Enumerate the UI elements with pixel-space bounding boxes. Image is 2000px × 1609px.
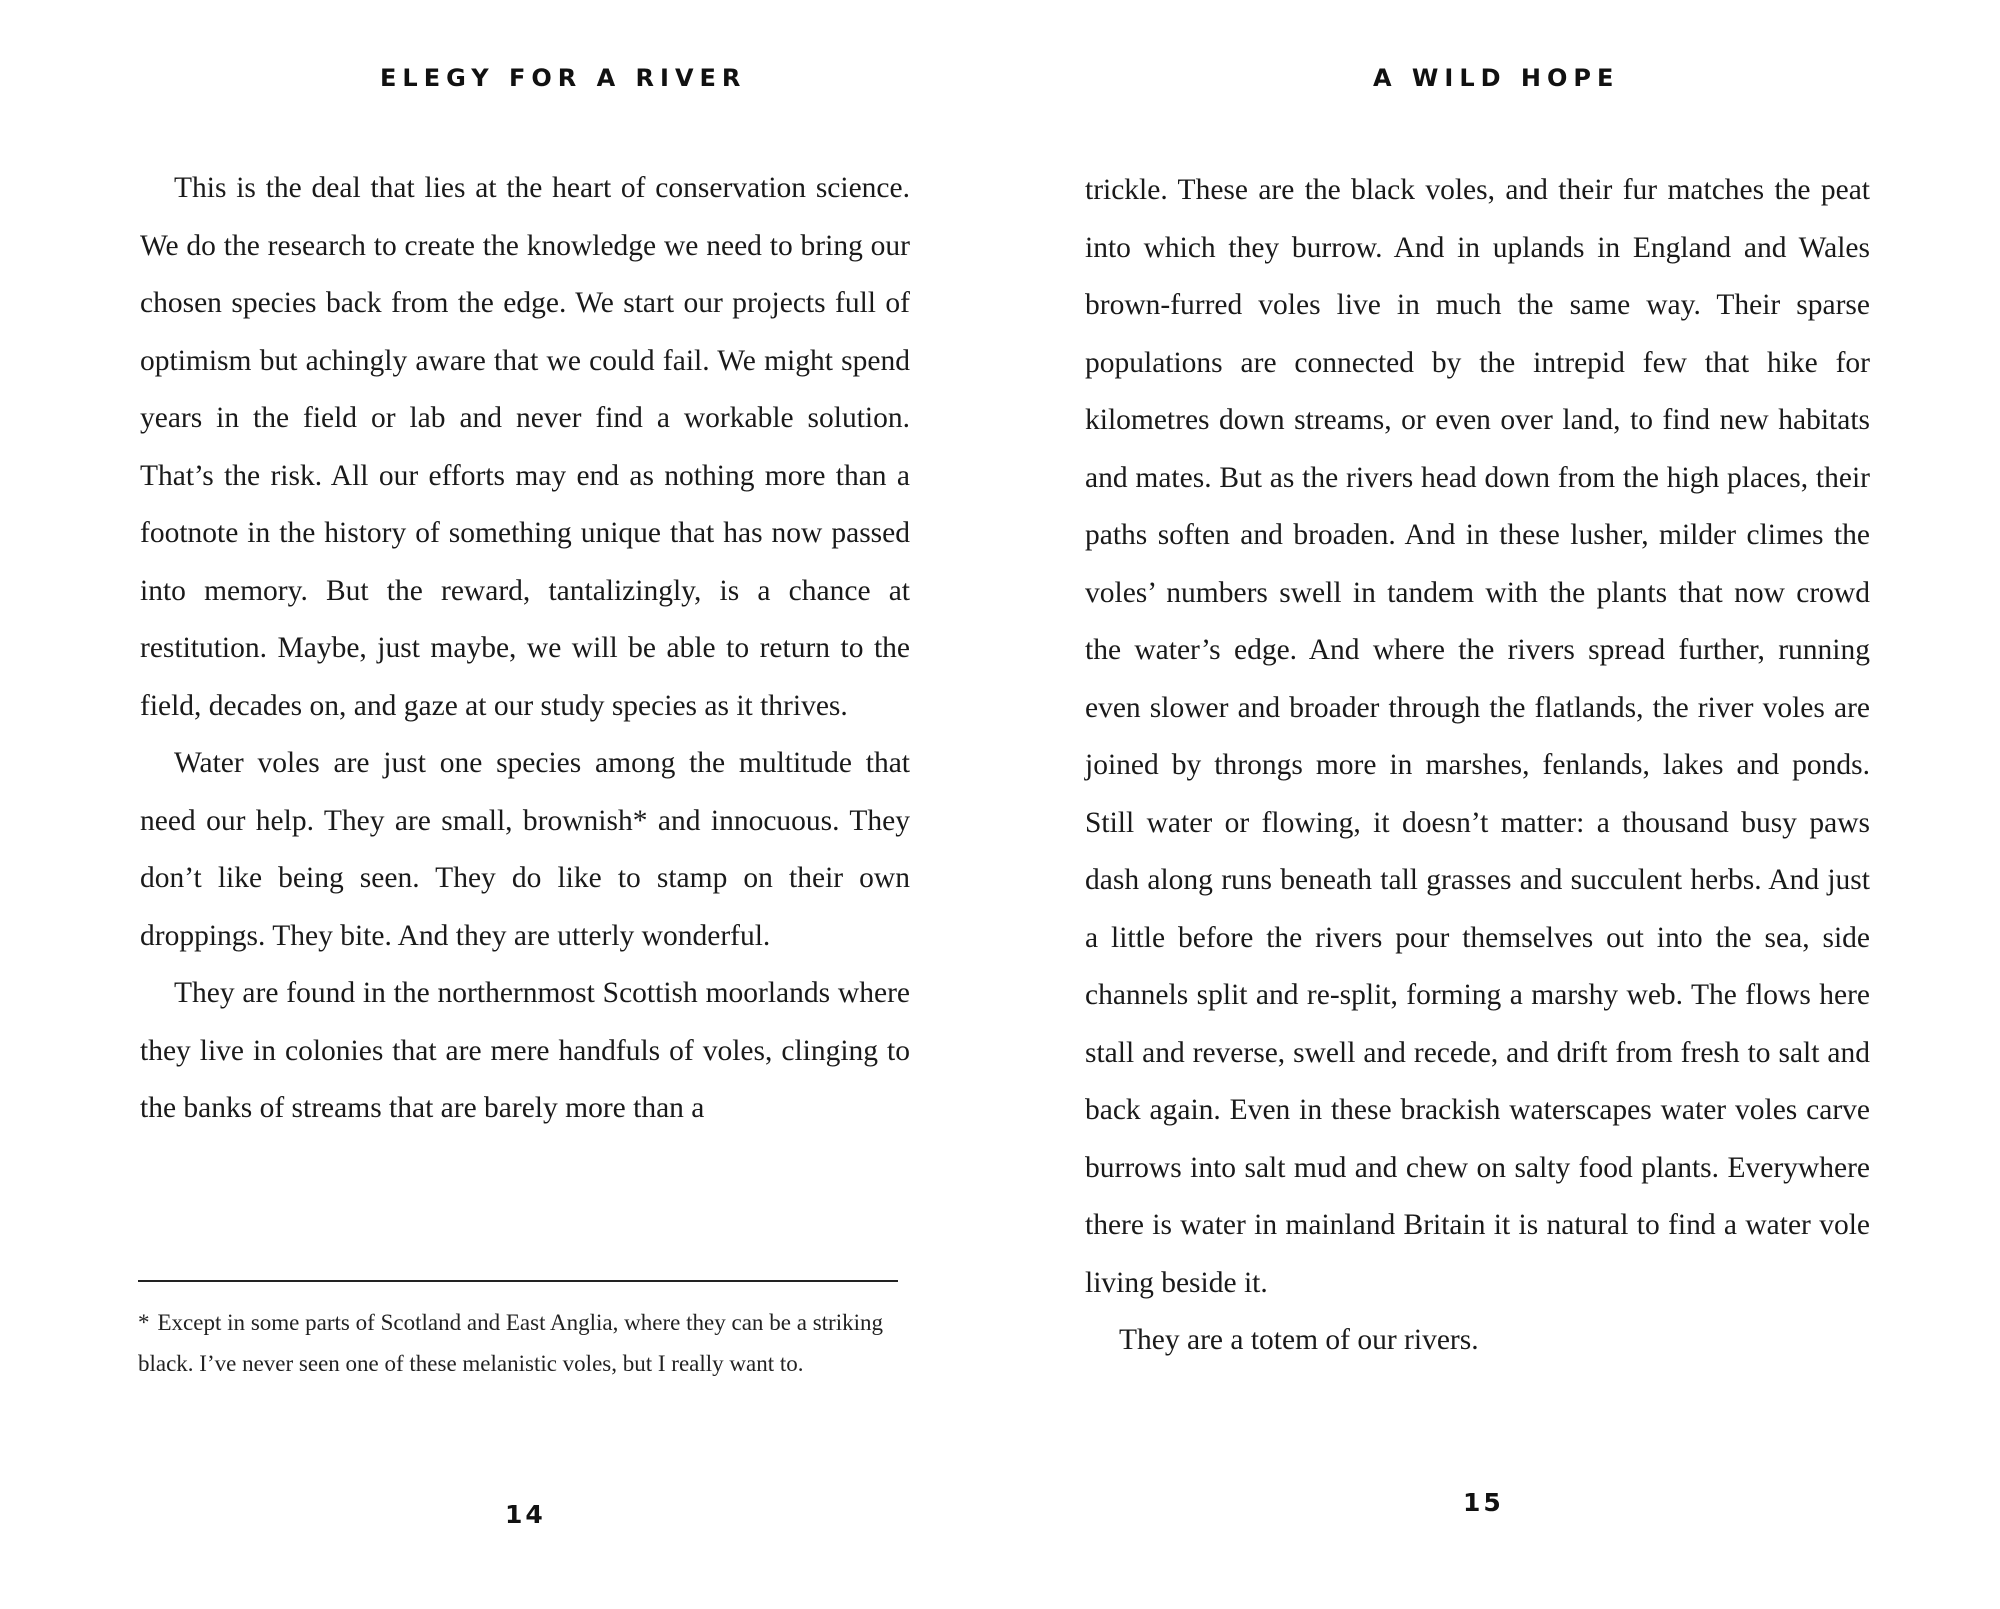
right-page-number: 15 <box>1463 1488 1504 1517</box>
footnote-rule <box>138 1280 898 1282</box>
left-body-text <box>140 160 910 1138</box>
footnote <box>138 1302 883 1384</box>
left-running-head: ELEGY FOR A RIVER <box>380 64 747 92</box>
left-paragraph-2: Water voles are just one species among the multitude that need our help. They are small, brownish* and innocuous. They don’t like being seen. They do like to stamp on their own droppings. They bite. And they are utterly wonderful. <box>140 747 910 952</box>
right-running-head: A WILD HOPE <box>1373 64 1620 92</box>
footnote-mark: * <box>138 1310 150 1335</box>
right-page <box>1000 0 2000 1609</box>
left-paragraph-1: This is the deal that lies at the heart of conservation science. We do the research to create the knowledge we need to bring our chosen species back from the edge. We start our projects full of optimism but achingly aware that we could fail. We might spend years in the field or lab and never find a workable solution. That’s the risk. All our efforts may end as nothing more than a footnote in the history of something unique that has now passed into memory. But the reward, tantalizingly, is a chance at restitution. Maybe, just maybe, we will be able to return to the field, decades on, and gaze at our study species as it thrives. <box>140 172 910 722</box>
left-page-number: 14 <box>505 1500 546 1529</box>
left-paragraph-3: They are found in the northernmost Scottish moorlands where they live in colonies that are mere handfuls of voles, clinging to the banks of streams that are barely more than a <box>140 977 910 1124</box>
right-body-text <box>1085 162 1870 1370</box>
footnote-text: Except in some parts of Scotland and East Anglia, where they can be a striking black. I’ve never seen one of these melanistic voles, but I really want to. <box>138 1310 883 1376</box>
right-paragraph-1: trickle. These are the black voles, and their fur matches the peat into which they burrow. And in uplands in England and Wales brown-furred voles live in much the same way. Their sparse populations are connected by the intrepid few that hike for kilometres down streams, or even over land, to find new habitats and mates. But as the rivers head down from the high places, their paths soften and broaden. And in these lusher, milder climes the voles’ numbers swell in tandem with the plants that now crowd the water’s edge. And where the rivers spread further, running even slower and broader through the flatlands, the river voles are joined by throngs more in marshes, fenlands, lakes and ponds. Still water or flowing, it doesn’t matter: a thousand busy paws dash along runs beneath tall grasses and succulent herbs. And just a little before the rivers pour themselves out into the sea, side channels split and re-split, forming a marshy web. The flows here stall and reverse, swell and recede, and drift from fresh to salt and back again. Even in these brackish waterscapes water voles carve burrows into salt mud and chew on salty food plants. Everywhere there is water in mainland Britain it is natural to find a water vole living beside it. <box>1085 174 1870 1299</box>
right-paragraph-2: They are a totem of our rivers. <box>1119 1324 1479 1356</box>
